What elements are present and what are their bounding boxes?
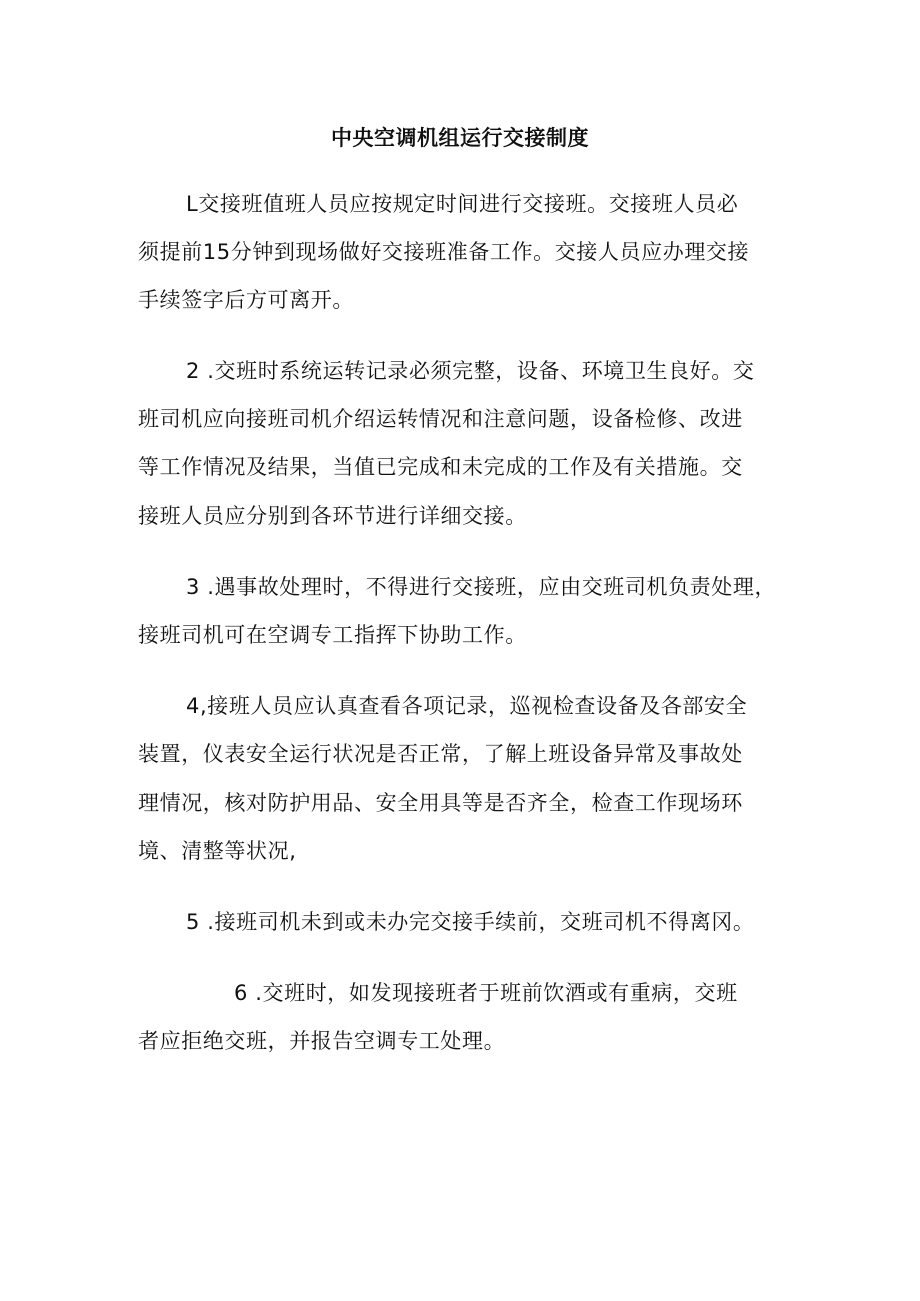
- rule-4-line-1: 4,接班人员应认真查看各项记录，巡视检查设备及各部安全: [186, 694, 748, 718]
- document-title: 中央空调机组运行交接制度: [331, 126, 589, 150]
- rule-1-line-1: L交接班值班人员应按规定时间进行交接班。交接班人员必: [186, 192, 739, 216]
- rule-2-line-1: 2 .交班时系统运转记录必须完整，设备、环境卫生良好。交: [186, 359, 755, 383]
- rule-1-line-3: 手续签字后方可离开。: [138, 288, 354, 312]
- rule-1-line-2: 须提前15分钟到现场做好交接班准备工作。交接人员应办理交接: [138, 240, 750, 264]
- rule-4-line-4: 境、清整等状况,: [138, 839, 297, 863]
- rule-5-line-1: 5 .接班司机未到或未办完交接手续前，交班司机不得离冈。: [186, 910, 755, 934]
- rule-4-line-3: 理情况，核对防护用品、安全用具等是否齐全，检查工作现场环: [138, 791, 743, 815]
- rule-2-line-4: 接班人员应分别到各环节进行详细交接。: [138, 504, 527, 528]
- rule-4-line-2: 装置，仪表安全运行状况是否正常，了解上班设备异常及事故处: [138, 742, 743, 766]
- rule-2-line-2: 班司机应向接班司机介绍运转情况和注意问题，设备检修、改进: [138, 407, 743, 431]
- rule-6-line-2: 者应拒绝交班，并报告空调专工处理。: [138, 1029, 506, 1053]
- rule-3-line-2: 接班司机可在空调专工指挥下协助工作。: [138, 623, 527, 647]
- rule-2-line-3: 等工作情况及结果，当值已完成和未完成的工作及有关措施。交: [138, 455, 743, 479]
- rule-6-line-1: 6 .交班时，如发现接班者于班前饮酒或有重病，交班: [234, 981, 738, 1005]
- rule-3-line-1: 3 .遇事故处理时，不得进行交接班，应由交班司机负责处理，: [186, 575, 777, 599]
